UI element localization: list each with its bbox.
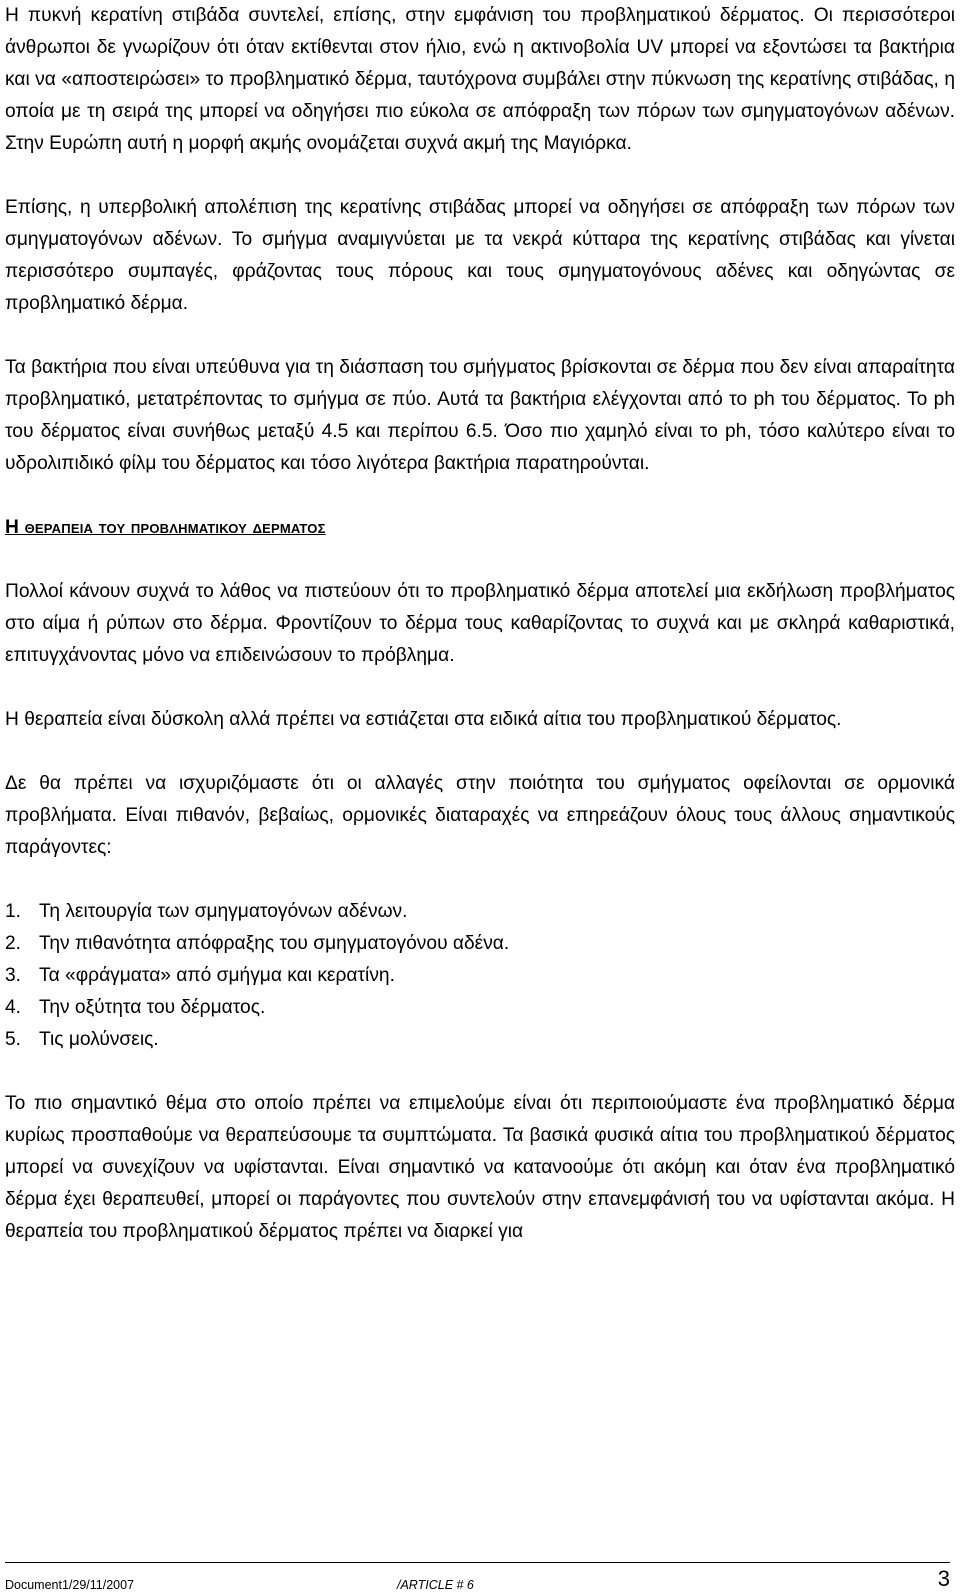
page-footer [5, 1556, 950, 1592]
list-item: 4. Την οξύτητα του δέρματος. [5, 997, 266, 1018]
footer-article-label: /ARTICLE # 6 [397, 1578, 474, 1592]
paragraph-hormonal: Δε θα πρέπει να ισχυριζόμαστε ότι οι αλλαγές στην ποιότητα του σμήγματος οφείλονται σε ορμονικά προβλήματα. Είναι πιθανόν, βεβαίως, ορμονικές διαταραχές να επηρεάζουν όλους τους άλλους σημαντικούς παράγοντες: [5, 773, 955, 858]
list-item: 5. Τις μολύνσεις. [5, 1029, 159, 1050]
paragraph-common-mistake: Πολλοί κάνουν συχνά το λάθος να πιστεύουν ότι το προβληματικό δέρμα αποτελεί μια εκδήλωση προβλήματος στο αίμα ή ρύπων στο δέρμα. Φροντίζουν το δέρμα τους καθαρίζοντας το συχνά και με σκληρά καθαριστικά, επιτυγχάνοντας μόνο να επιδεινώσουν το πρόβλημα. [5, 581, 955, 666]
footer-divider [5, 1562, 950, 1563]
paragraph-symptoms: Το πιο σημαντικό θέμα στο οποίο πρέπει να επιμελούμε είναι ότι περιποιούμαστε ένα προβληματικό δέρμα κυρίως προσπαθούμε να θεραπεύσουμε τα συμπτώματα. Τα βασικά φυσικά αίτια του προβληματικού δέρματος μπορεί να συνεχίζουν να υφίστανται. Είναι σημαντικό να κατανοούμε ότι ακόμη και όταν ένα προβληματικό δέρμα έχει θεραπευθεί, μπορεί οι παράγοντες που συντελούν στην επανεμφάνισή του να υφίστανται ακόμα. Η θεραπεία του προβληματικού δέρματος πρέπει να διαρκεί για [5, 1093, 955, 1242]
paragraph-treatment: Η θεραπεία είναι δύσκολη αλλά πρέπει να εστιάζεται στα ειδικά αίτια του προβληματικού δέρματος. [5, 709, 842, 730]
list-item: 1. Τη λειτουργία των σμηγματογόνων αδένων. [5, 901, 408, 922]
list-item: 3. Τα «φράγματα» από σμήγμα και κερατίνη. [5, 965, 395, 986]
footer-document-id: Document1/29/11/2007 [5, 1578, 135, 1592]
page-number: 3 [937, 1566, 950, 1591]
factors-list [5, 896, 955, 1056]
paragraph-bacteria: Τα βακτήρια που είναι υπεύθυνα για τη διάσπαση του σμήγματος βρίσκονται σε δέρμα που δεν είναι απαραίτητα προβληματικό, μετατρέποντας το σμήγμα σε πύο. Αυτά τα βακτήρια ελέγχονται από το ph του δέρματος. Το ph του δέρματος είναι συνήθως μεταξύ 4.5 και περίπου 6.5. Όσο πιο χαμηλό είναι το ph, τόσο καλύτερο είναι το υδρολιπιδικό φίλμ του δέρματος και τόσο λιγότερα βακτήρια παρατηρούνται. [5, 357, 955, 474]
section-heading: Η θεραπεια του προβληματικου δερματος [5, 517, 326, 538]
list-item: 2. Την πιθανότητα απόφραξης του σμηγματογόνου αδένα. [5, 933, 510, 954]
paragraph-keratin-layer: Η πυκνή κερατίνη στιβάδα συντελεί, επίσης, στην εμφάνιση του προβληματικού δέρματος. Οι περισσότεροι άνθρωποι δε γνωρίζουν ότι όταν εκτίθενται στον ήλιο, ενώ η ακτινοβολία UV μπορεί να εξοντώσει τα βακτήρια και να «αποστειρώσει» το προβληματικό δέρμα, ταυτόχρονα συμβάλει στην πύκνωση της κερατίνης στιβάδας, η οποία με τη σειρά της μπορεί να οδηγήσει πιο εύκολα σε απόφραξη των πόρων των σμηγματογόνων αδένων. Στην Ευρώπη αυτή η μορφή ακμής ονομάζεται συχνά ακμή της Μαγιόρκα. [5, 5, 955, 154]
paragraph-exfoliation: Επίσης, η υπερβολική απολέπιση της κερατίνης στιβάδας μπορεί να οδηγήσει σε απόφραξη των πόρων των σμηγματογόνων αδένων. Το σμήγμα αναμιγνύεται με τα νεκρά κύτταρα της κερατίνης στιβάδας και γίνεται περισσότερο συμπαγές, φράζοντας τους πόρους και τους σμηγματογόνους αδένες και οδηγώντας σε προβληματικό δέρμα. [5, 197, 955, 314]
document-page [5, 0, 955, 1248]
